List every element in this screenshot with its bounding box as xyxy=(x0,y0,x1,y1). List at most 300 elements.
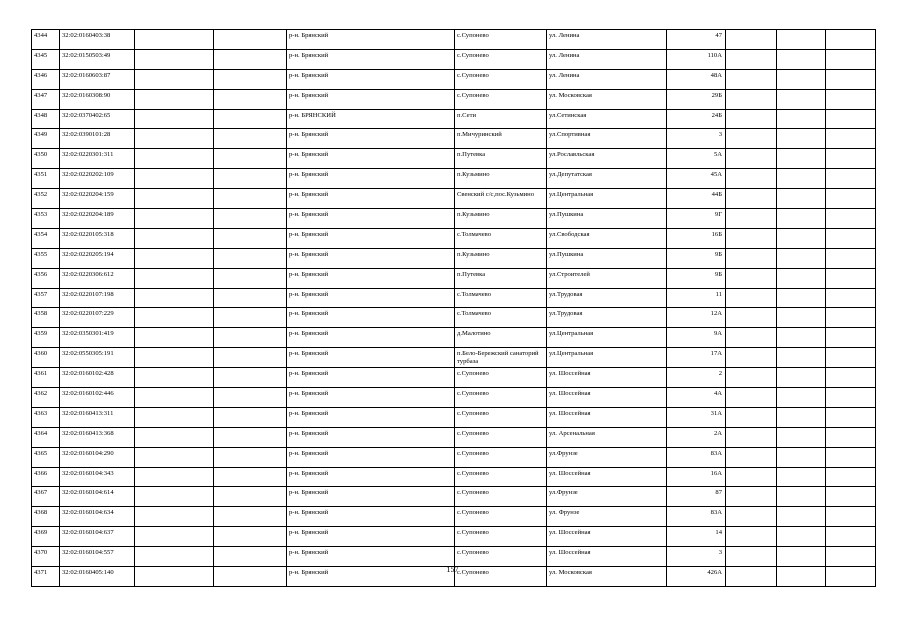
locality-cell: с.Супонево xyxy=(455,547,547,567)
house-number-cell: 83А xyxy=(667,507,726,527)
table-row xyxy=(32,407,876,427)
street-cell: ул. Шоссейная xyxy=(547,467,667,487)
locality-cell: Свенский с/с,пос.Кузьмино xyxy=(455,189,547,209)
cadastral-number-cell: 32:02:0350301:419 xyxy=(60,328,135,348)
locality-cell: п.Путевка xyxy=(455,149,547,169)
empty-cell xyxy=(135,388,214,408)
street-cell: ул. Шоссейная xyxy=(547,527,667,547)
empty-cell xyxy=(135,527,214,547)
empty-cell xyxy=(777,487,826,507)
locality-cell: с.Толмачево xyxy=(455,228,547,248)
table-row xyxy=(32,69,876,89)
street-cell: ул.Центральная xyxy=(547,189,667,209)
empty-cell xyxy=(726,487,777,507)
empty-cell xyxy=(777,388,826,408)
street-cell: ул. Шоссейная xyxy=(547,407,667,427)
row-number-cell: 4352 xyxy=(32,189,60,209)
district-cell: р-н. Брянский xyxy=(287,129,455,149)
empty-cell xyxy=(135,228,214,248)
empty-cell xyxy=(777,527,826,547)
street-cell: ул.Депутатская xyxy=(547,169,667,189)
empty-cell xyxy=(726,388,777,408)
locality-cell: с.Супонево xyxy=(455,467,547,487)
house-number-cell: 12А xyxy=(667,308,726,328)
empty-cell xyxy=(826,89,876,109)
empty-cell xyxy=(135,447,214,467)
row-number-cell: 4346 xyxy=(32,69,60,89)
empty-cell xyxy=(777,507,826,527)
district-cell: р-н. Брянский xyxy=(287,388,455,408)
cadastral-number-cell: 32:02:0370402:65 xyxy=(60,109,135,129)
empty-cell xyxy=(214,288,287,308)
empty-cell xyxy=(214,189,287,209)
empty-cell xyxy=(726,288,777,308)
cadastral-number-cell: 32:02:0160102:428 xyxy=(60,368,135,388)
house-number-cell: 426А xyxy=(667,567,726,587)
empty-cell xyxy=(777,89,826,109)
empty-cell xyxy=(214,427,287,447)
empty-cell xyxy=(777,169,826,189)
house-number-cell: 4А xyxy=(667,388,726,408)
empty-cell xyxy=(777,547,826,567)
locality-cell: п.Бело-Бережский санаторий турбаза xyxy=(455,348,547,368)
cadastral-number-cell: 32:02:0160603:87 xyxy=(60,69,135,89)
locality-cell: с.Супонево xyxy=(455,487,547,507)
locality-cell: с.Супонево xyxy=(455,507,547,527)
empty-cell xyxy=(777,248,826,268)
empty-cell xyxy=(826,547,876,567)
row-number-cell: 4354 xyxy=(32,228,60,248)
empty-cell xyxy=(135,348,214,368)
locality-cell: п.Кузьмино xyxy=(455,169,547,189)
row-number-cell: 4363 xyxy=(32,407,60,427)
table-row xyxy=(32,129,876,149)
empty-cell xyxy=(726,169,777,189)
empty-cell xyxy=(135,487,214,507)
empty-cell xyxy=(135,427,214,447)
empty-cell xyxy=(726,30,777,50)
locality-cell: с.Супонево xyxy=(455,447,547,467)
locality-cell: д.Малотино xyxy=(455,328,547,348)
empty-cell xyxy=(135,129,214,149)
empty-cell xyxy=(726,209,777,229)
cadastral-number-cell: 32:02:0220204:189 xyxy=(60,209,135,229)
table-row xyxy=(32,89,876,109)
empty-cell xyxy=(826,348,876,368)
table-row xyxy=(32,189,876,209)
empty-cell xyxy=(726,89,777,109)
empty-cell xyxy=(777,209,826,229)
empty-cell xyxy=(135,407,214,427)
row-number-cell: 4344 xyxy=(32,30,60,50)
locality-cell: с.Супонево xyxy=(455,368,547,388)
locality-cell: с.Супонево xyxy=(455,388,547,408)
cadastral-number-cell: 32:02:0220205:194 xyxy=(60,248,135,268)
empty-cell xyxy=(726,248,777,268)
table-row xyxy=(32,49,876,69)
cadastral-number-cell: 32:02:0220301:311 xyxy=(60,149,135,169)
locality-cell: с.Толмачево xyxy=(455,288,547,308)
empty-cell xyxy=(777,328,826,348)
table-row xyxy=(32,348,876,368)
street-cell: ул. Шоссейная xyxy=(547,368,667,388)
house-number-cell: 3 xyxy=(667,129,726,149)
table-row xyxy=(32,149,876,169)
street-cell: ул.Сетинская xyxy=(547,109,667,129)
empty-cell xyxy=(214,169,287,189)
district-cell: р-н. Брянский xyxy=(287,547,455,567)
house-number-cell: 16А xyxy=(667,467,726,487)
empty-cell xyxy=(726,189,777,209)
street-cell: ул.Центральная xyxy=(547,348,667,368)
street-cell: ул. Фрунзе xyxy=(547,507,667,527)
empty-cell xyxy=(214,527,287,547)
empty-cell xyxy=(135,69,214,89)
street-cell: ул.Пушкина xyxy=(547,248,667,268)
empty-cell xyxy=(826,407,876,427)
district-cell: р-н. Брянский xyxy=(287,228,455,248)
empty-cell xyxy=(777,348,826,368)
row-number-cell: 4353 xyxy=(32,209,60,229)
house-number-cell: 2 xyxy=(667,368,726,388)
row-number-cell: 4360 xyxy=(32,348,60,368)
empty-cell xyxy=(826,527,876,547)
house-number-cell: 9Б xyxy=(667,248,726,268)
empty-cell xyxy=(777,129,826,149)
empty-cell xyxy=(777,49,826,69)
district-cell: р-н. Брянский xyxy=(287,368,455,388)
empty-cell xyxy=(777,69,826,89)
table-row xyxy=(32,169,876,189)
empty-cell xyxy=(726,447,777,467)
empty-cell xyxy=(726,467,777,487)
empty-cell xyxy=(726,328,777,348)
cadastral-number-cell: 32:02:0220107:198 xyxy=(60,288,135,308)
table-row xyxy=(32,248,876,268)
district-cell: р-н. Брянский xyxy=(287,407,455,427)
street-cell: ул. Шоссейная xyxy=(547,388,667,408)
house-number-cell: 31А xyxy=(667,407,726,427)
empty-cell xyxy=(726,348,777,368)
empty-cell xyxy=(826,388,876,408)
row-number-cell: 4356 xyxy=(32,268,60,288)
empty-cell xyxy=(826,507,876,527)
cadastral-number-cell: 32:02:0160104:557 xyxy=(60,547,135,567)
row-number-cell: 4348 xyxy=(32,109,60,129)
row-number-cell: 4371 xyxy=(32,567,60,587)
district-cell: р-н. Брянский xyxy=(287,328,455,348)
street-cell: ул.Трудовая xyxy=(547,288,667,308)
row-number-cell: 4357 xyxy=(32,288,60,308)
empty-cell xyxy=(135,268,214,288)
locality-cell: п.Кузьмино xyxy=(455,209,547,229)
empty-cell xyxy=(135,467,214,487)
district-cell: р-н. Брянский xyxy=(287,189,455,209)
empty-cell xyxy=(214,388,287,408)
house-number-cell: 47 xyxy=(667,30,726,50)
empty-cell xyxy=(726,149,777,169)
row-number-cell: 4368 xyxy=(32,507,60,527)
empty-cell xyxy=(135,368,214,388)
row-number-cell: 4358 xyxy=(32,308,60,328)
empty-cell xyxy=(826,149,876,169)
cadastral-number-cell: 32:02:0160308:90 xyxy=(60,89,135,109)
locality-cell: с.Толмачево xyxy=(455,308,547,328)
cadastral-number-cell: 32:02:0220204:159 xyxy=(60,189,135,209)
empty-cell xyxy=(135,49,214,69)
empty-cell xyxy=(135,328,214,348)
row-number-cell: 4349 xyxy=(32,129,60,149)
registry-table xyxy=(31,29,876,587)
locality-cell: с.Супонево xyxy=(455,427,547,447)
empty-cell xyxy=(135,248,214,268)
row-number-cell: 4367 xyxy=(32,487,60,507)
district-cell: р-н. Брянский xyxy=(287,467,455,487)
cadastral-number-cell: 32:02:0160405:140 xyxy=(60,567,135,587)
empty-cell xyxy=(826,447,876,467)
empty-cell xyxy=(726,308,777,328)
district-cell: р-н. Брянский xyxy=(287,209,455,229)
empty-cell xyxy=(826,30,876,50)
empty-cell xyxy=(214,547,287,567)
district-cell: р-н. Брянский xyxy=(287,268,455,288)
row-number-cell: 4369 xyxy=(32,527,60,547)
empty-cell xyxy=(214,248,287,268)
district-cell: р-н. Брянский xyxy=(287,169,455,189)
locality-cell: п.Сети xyxy=(455,109,547,129)
empty-cell xyxy=(777,308,826,328)
street-cell: ул. Ленина xyxy=(547,30,667,50)
street-cell: ул.Рославльская xyxy=(547,149,667,169)
street-cell: ул.Пушкина xyxy=(547,209,667,229)
cadastral-number-cell: 32:02:0220202:109 xyxy=(60,169,135,189)
house-number-cell: 24Б xyxy=(667,109,726,129)
cadastral-number-cell: 32:02:0220107:229 xyxy=(60,308,135,328)
empty-cell xyxy=(214,149,287,169)
street-cell: ул.Строителей xyxy=(547,268,667,288)
cadastral-number-cell: 32:02:0160104:290 xyxy=(60,447,135,467)
empty-cell xyxy=(826,189,876,209)
empty-cell xyxy=(135,209,214,229)
house-number-cell: 48А xyxy=(667,69,726,89)
cadastral-number-cell: 32:02:0160104:614 xyxy=(60,487,135,507)
street-cell: ул. Ленина xyxy=(547,69,667,89)
empty-cell xyxy=(777,189,826,209)
district-cell: р-н. Брянский xyxy=(287,288,455,308)
empty-cell xyxy=(726,507,777,527)
row-number-cell: 4345 xyxy=(32,49,60,69)
empty-cell xyxy=(777,109,826,129)
house-number-cell: 14 xyxy=(667,527,726,547)
cadastral-number-cell: 32:02:0550305:191 xyxy=(60,348,135,368)
empty-cell xyxy=(214,129,287,149)
empty-cell xyxy=(777,30,826,50)
house-number-cell: 9А xyxy=(667,328,726,348)
empty-cell xyxy=(214,49,287,69)
empty-cell xyxy=(777,268,826,288)
district-cell: р-н. Брянский xyxy=(287,89,455,109)
empty-cell xyxy=(826,268,876,288)
district-cell: р-н. Брянский xyxy=(287,149,455,169)
empty-cell xyxy=(726,109,777,129)
locality-cell: п.Мичуринский xyxy=(455,129,547,149)
empty-cell xyxy=(826,368,876,388)
empty-cell xyxy=(826,248,876,268)
empty-cell xyxy=(777,467,826,487)
empty-cell xyxy=(726,368,777,388)
table-row xyxy=(32,328,876,348)
district-cell: р-н. Брянский xyxy=(287,69,455,89)
empty-cell xyxy=(214,507,287,527)
empty-cell xyxy=(777,228,826,248)
district-cell: р-н. Брянский xyxy=(287,427,455,447)
cadastral-number-cell: 32:02:0160104:634 xyxy=(60,507,135,527)
empty-cell xyxy=(826,69,876,89)
district-cell: р-н. Брянский xyxy=(287,507,455,527)
empty-cell xyxy=(135,89,214,109)
empty-cell xyxy=(826,427,876,447)
district-cell: р-н. Брянский xyxy=(287,248,455,268)
empty-cell xyxy=(777,368,826,388)
empty-cell xyxy=(726,49,777,69)
district-cell: р-н. БРЯНСКИЙ xyxy=(287,109,455,129)
empty-cell xyxy=(214,368,287,388)
street-cell: ул. Ленина xyxy=(547,49,667,69)
empty-cell xyxy=(135,547,214,567)
house-number-cell: 9Б xyxy=(667,268,726,288)
table-row xyxy=(32,388,876,408)
empty-cell xyxy=(726,547,777,567)
table-row xyxy=(32,109,876,129)
empty-cell xyxy=(135,507,214,527)
empty-cell xyxy=(777,149,826,169)
locality-cell: с.Супонево xyxy=(455,407,547,427)
district-cell: р-н. Брянский xyxy=(287,567,455,587)
row-number-cell: 4365 xyxy=(32,447,60,467)
house-number-cell: 44Б xyxy=(667,189,726,209)
house-number-cell: 16Б xyxy=(667,228,726,248)
row-number-cell: 4370 xyxy=(32,547,60,567)
district-cell: р-н. Брянский xyxy=(287,30,455,50)
house-number-cell: 3 xyxy=(667,547,726,567)
locality-cell: с.Супонево xyxy=(455,30,547,50)
street-cell: ул. Московская xyxy=(547,89,667,109)
district-cell: р-н. Брянский xyxy=(287,527,455,547)
empty-cell xyxy=(214,89,287,109)
empty-cell xyxy=(826,228,876,248)
house-number-cell: 5А xyxy=(667,149,726,169)
empty-cell xyxy=(826,467,876,487)
empty-cell xyxy=(726,527,777,547)
empty-cell xyxy=(726,69,777,89)
empty-cell xyxy=(777,427,826,447)
empty-cell xyxy=(214,467,287,487)
page-number: 157 xyxy=(446,565,459,574)
table-row xyxy=(32,427,876,447)
empty-cell xyxy=(214,308,287,328)
empty-cell xyxy=(777,288,826,308)
street-cell: ул.Фрунзе xyxy=(547,447,667,467)
empty-cell xyxy=(135,169,214,189)
row-number-cell: 4351 xyxy=(32,169,60,189)
empty-cell xyxy=(826,487,876,507)
cadastral-number-cell: 32:02:0160102:446 xyxy=(60,388,135,408)
house-number-cell: 87 xyxy=(667,487,726,507)
empty-cell xyxy=(135,288,214,308)
district-cell: р-н. Брянский xyxy=(287,49,455,69)
table-row xyxy=(32,30,876,50)
empty-cell xyxy=(726,228,777,248)
table-row xyxy=(32,228,876,248)
empty-cell xyxy=(135,30,214,50)
cadastral-number-cell: 32:02:0220105:318 xyxy=(60,228,135,248)
registry-table-body xyxy=(32,30,876,587)
empty-cell xyxy=(826,129,876,149)
locality-cell: с.Супонево xyxy=(455,49,547,69)
table-row xyxy=(32,467,876,487)
table-row xyxy=(32,487,876,507)
house-number-cell: 110А xyxy=(667,49,726,69)
row-number-cell: 4359 xyxy=(32,328,60,348)
street-cell: ул. Московская xyxy=(547,567,667,587)
empty-cell xyxy=(826,109,876,129)
house-number-cell: 83А xyxy=(667,447,726,467)
street-cell: ул.Свободская xyxy=(547,228,667,248)
street-cell: ул.Спортивная xyxy=(547,129,667,149)
empty-cell xyxy=(826,328,876,348)
table-row xyxy=(32,527,876,547)
table-row xyxy=(32,447,876,467)
locality-cell: п.Путевка xyxy=(455,268,547,288)
empty-cell xyxy=(777,447,826,467)
row-number-cell: 4350 xyxy=(32,149,60,169)
empty-cell xyxy=(135,189,214,209)
empty-cell xyxy=(214,109,287,129)
empty-cell xyxy=(214,447,287,467)
locality-cell: с.Супонево xyxy=(455,527,547,547)
empty-cell xyxy=(214,348,287,368)
district-cell: р-н. Брянский xyxy=(287,348,455,368)
empty-cell xyxy=(826,209,876,229)
row-number-cell: 4364 xyxy=(32,427,60,447)
empty-cell xyxy=(135,149,214,169)
house-number-cell: 29Б xyxy=(667,89,726,109)
locality-cell: с.Супонево xyxy=(455,69,547,89)
empty-cell xyxy=(214,30,287,50)
district-cell: р-н. Брянский xyxy=(287,308,455,328)
empty-cell xyxy=(826,288,876,308)
cadastral-number-cell: 32:02:0160104:637 xyxy=(60,527,135,547)
table-row xyxy=(32,308,876,328)
street-cell: ул. Арсенальная xyxy=(547,427,667,447)
street-cell: ул.Центральная xyxy=(547,328,667,348)
empty-cell xyxy=(826,308,876,328)
empty-cell xyxy=(826,169,876,189)
house-number-cell: 17А xyxy=(667,348,726,368)
cadastral-number-cell: 32:02:0220306:612 xyxy=(60,268,135,288)
house-number-cell: 45А xyxy=(667,169,726,189)
street-cell: ул.Фрунзе xyxy=(547,487,667,507)
house-number-cell: 9Г xyxy=(667,209,726,229)
row-number-cell: 4362 xyxy=(32,388,60,408)
empty-cell xyxy=(726,427,777,447)
empty-cell xyxy=(214,268,287,288)
empty-cell xyxy=(777,407,826,427)
table-row xyxy=(32,547,876,567)
empty-cell xyxy=(214,328,287,348)
empty-cell xyxy=(726,407,777,427)
cadastral-number-cell: 32:02:0160403:38 xyxy=(60,30,135,50)
